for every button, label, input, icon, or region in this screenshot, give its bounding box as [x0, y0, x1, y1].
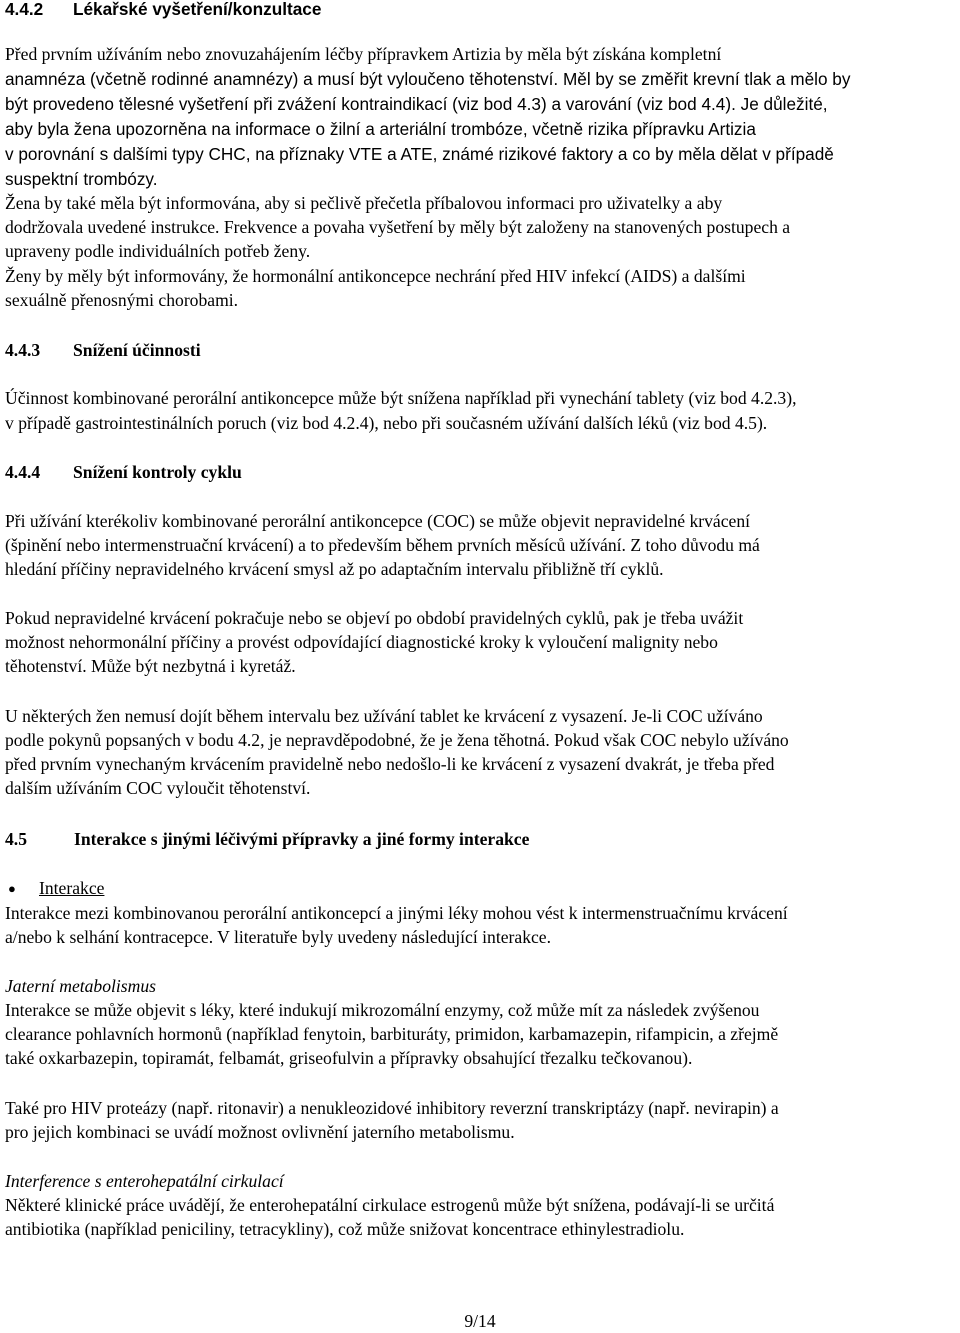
- paragraph-line: Pokud nepravidelné krvácení pokračuje nebo se objeví po období pravidelných cyklů, pak je třeba uvážit: [5, 608, 744, 628]
- section-heading-4-4-4: [5, 460, 242, 484]
- paragraph-line: Před prvním užíváním nebo znovuzahájením léčby přípravkem Artizia by měla být získána kompletní: [5, 44, 722, 64]
- subheading-interference: Interference s enterohepatální cirkulací: [5, 1171, 284, 1191]
- paragraph-line: Také pro HIV proteázy (např. ritonavir) a nenukleozidové inhibitory reverzní transkriptázy (např. nevirapin) a: [5, 1098, 779, 1118]
- subheading-interakce: Interakce: [39, 878, 105, 898]
- section-heading-4-4-3: [5, 338, 201, 362]
- section-heading-4-5: [5, 827, 529, 851]
- paragraph-line: Některé klinické práce uvádějí, že enterohepatální cirkulace estrogenů může být snížena, podávají-li se určitá: [5, 1195, 775, 1215]
- section-title: Snížení účinnosti: [73, 340, 201, 360]
- bullet-icon: ●: [8, 881, 16, 896]
- section-title: Snížení kontroly cyklu: [73, 462, 242, 482]
- paragraph-line: Při užívání kterékoliv kombinované perorální antikoncepce (COC) se může objevit nepravidelné krvácení: [5, 511, 751, 531]
- paragraph-line: antibiotika (například peniciliny, tetracykliny), což může snižovat koncentrace ethinylestradiolu.: [5, 1219, 685, 1239]
- paragraph-line: také oxkarbazepin, topiramát, felbamát, griseofulvin a přípravky obsahující třezalku tečkovanou).: [5, 1048, 693, 1068]
- subheading-jaterni-metabolismus: Jaterní metabolismus: [5, 976, 156, 996]
- paragraph-line: sexuálně přenosnými chorobami.: [5, 290, 239, 310]
- paragraph-line: Ženy by měly být informovány, že hormonální antikoncepce nechrání před HIV infekcí (AIDS) a dalšími: [5, 266, 746, 286]
- paragraph-line: hledání příčiny nepravidelného krvácení smysl až po adaptačním intervalu přibližně tří cyklů.: [5, 559, 664, 579]
- section-number: 4.4.2: [5, 0, 44, 19]
- paragraph-line: (špinění nebo intermenstruační krvácení) a to především během prvních měsíců užívání. Z toho důvodu má: [5, 535, 760, 555]
- paragraph-line: v případě gastrointestinálních poruch (viz bod 4.2.4), nebo při současném užívání dalších léků (viz bod 4.5).: [5, 413, 768, 433]
- paragraph-line: Účinnost kombinované perorální antikoncepce může být snížena například při vynechání tablety (viz bod 4.2.3),: [5, 388, 797, 408]
- paragraph-line: suspektní trombózy.: [5, 169, 158, 189]
- paragraph-line: těhotenství. Může být nezbytná i kyretáž.: [5, 656, 296, 676]
- paragraph-line: v porovnání s dalšími typy CHC, na příznaky VTE a ATE, známé rizikové faktory a co by měla dělat v případě: [5, 144, 834, 164]
- section-number: 4.4.3: [5, 340, 41, 360]
- page-number: 9/14: [464, 1311, 496, 1331]
- paragraph-line: být provedeno tělesné vyšetření při zvážení kontraindikací (viz bod 4.3) a varování (viz bod 4.4). Je důležité,: [5, 94, 828, 114]
- paragraph-line: Interakce mezi kombinovanou perorální antikoncepcí a jinými léky mohou vést k intermenstruačnímu krvácení: [5, 903, 788, 923]
- paragraph-line: podle pokynů popsaných v bodu 4.2, je nepravděpodobné, že je žena těhotná. Pokud však COC nebylo užíváno: [5, 730, 789, 750]
- paragraph-line: anamnéza (včetně rodinné anamnézy) a musí být vyloučeno těhotenství. Měl by se změřit krevní tlak a mělo by: [5, 69, 851, 89]
- paragraph-line: clearance pohlavních hormonů (například fenytoin, barbituráty, primidon, karbamazepin, rifampicin, a zřejmě: [5, 1024, 779, 1044]
- paragraph-line: možnost nehormonální příčiny a provést odpovídající diagnostické kroky k vyloučení malignity nebo: [5, 632, 718, 652]
- section-number: 4.4.4: [5, 462, 41, 482]
- paragraph-line: a/nebo k selhání kontracepce. V literatuře byly uvedeny následující interakce.: [5, 927, 552, 947]
- paragraph-line: Žena by také měla být informována, aby si pečlivě přečetla příbalovou informaci pro uživatelky a aby: [5, 193, 723, 213]
- paragraph-line: Interakce se může objevit s léky, které indukují mikrozomální enzymy, což může mít za následek zvýšenou: [5, 1000, 760, 1020]
- section-title: Interakce s jinými léčivými přípravky a jiné formy interakce: [74, 829, 530, 849]
- paragraph-line: U některých žen nemusí dojít během intervalu bez užívání tablet ke krvácení z vysazení. Je-li COC užíváno: [5, 706, 763, 726]
- paragraph-line: upraveny podle individuálních potřeb ženy.: [5, 241, 311, 261]
- paragraph-line: před prvním vynechaným krvácením pravidelně nebo nedošlo-li ke krvácení z vysazení dvakrát, je třeba před: [5, 754, 775, 774]
- section-title: Lékařské vyšetření/konzultace: [73, 0, 322, 19]
- section-heading-4-4-2: [5, 0, 321, 21]
- paragraph-line: pro jejich kombinaci se uvádí možnost ovlivnění jaterního metabolismu.: [5, 1122, 515, 1142]
- paragraph-line: dalším užíváním COC vyloučit těhotenství.: [5, 778, 311, 798]
- section-number: 4.5: [5, 829, 27, 849]
- paragraph-line: dodržovala uvedené instrukce. Frekvence a povaha vyšetření by měly být založeny na stanovených postupech a: [5, 217, 791, 237]
- paragraph-line: aby byla žena upozorněna na informace o žilní a arteriální trombóze, včetně rizika přípravku Artizia: [5, 119, 756, 139]
